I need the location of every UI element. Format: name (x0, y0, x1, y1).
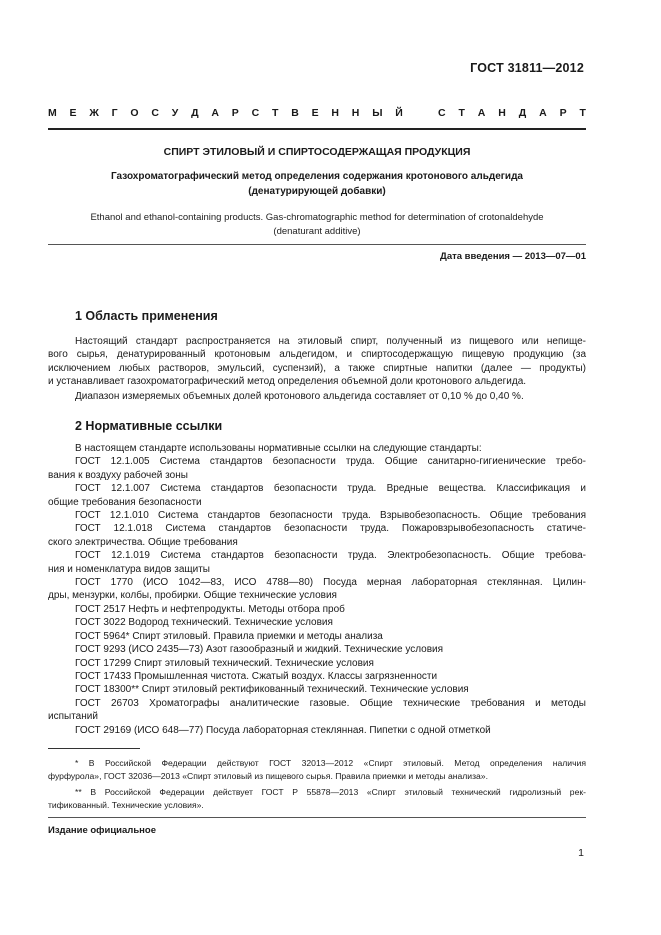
reference-line: испытаний (48, 711, 98, 723)
banner-word-standard (438, 107, 586, 119)
banner-letter: Г (111, 107, 118, 119)
banner-letter: Р (559, 107, 567, 119)
banner-letter: Т (271, 107, 279, 119)
section-heading-scope: 1 Область применения (75, 309, 218, 323)
document-title: СПИРТ ЭТИЛОВЫЙ И СПИРТОСОДЕРЖАЩАЯ ПРОДУКЦИЯ (163, 146, 471, 158)
banner-letter: Е (311, 107, 319, 119)
text-line: Настоящий стандарт распространяется на этиловый спирт, полученный из пищевого или непище- (75, 336, 586, 347)
reference-line: ГОСТ 12.1.018 Система стандартов безопасности труда. Пожаровзрывобезопасность статиче- (75, 523, 586, 535)
footnotes (48, 757, 586, 811)
reference-line: ГОСТ 12.1.005 Система стандартов безопасности труда. Общие санитарно-гигиенические требо- (75, 456, 586, 468)
introduction-date: Дата введения — 2013—07—01 (440, 251, 586, 262)
reference-line: ГОСТ 18300** Спирт этиловый ректификованный технический. Технические условия (75, 684, 469, 696)
document-subtitle (48, 170, 586, 199)
reference-line: ГОСТ 12.1.010 Система стандартов безопасности труда. Взрывобезопасность. Общие требования (75, 510, 586, 522)
text-line: вого сырья, денатурированный кротоновым альдегидом, и спиртосодержащую пищевую продукцию (за (48, 349, 586, 361)
reference-line: ГОСТ 9293 (ИСО 2435—73) Азот газообразный и жидкий. Технические условия (75, 644, 444, 656)
title-divider (48, 244, 586, 245)
footnote-line: фурфурола», ГОСТ 32036—2013 «Спирт этиловый из пищевого сырья. Правила приемки и методы анализа». (48, 770, 488, 781)
banner-letter: Т (458, 107, 465, 119)
text-line: исключением любых растворов, эмульсий, суспензий), а также спиртные напитки (далее — продукты) (48, 362, 586, 374)
banner-word-interstate (48, 107, 403, 119)
english-title-line: (denaturant additive) (273, 225, 361, 237)
banner-letter: Н (498, 107, 506, 119)
banner-letter: С (151, 107, 159, 119)
reference-line: ГОСТ 29169 (ИСО 648—77) Посуда лабораторная стеклянная. Пипетки с одной отметкой (75, 724, 491, 736)
reference-line: ГОСТ 12.1.019 Система стандартов безопасности труда. Электробезопасность. Общие требова- (75, 550, 586, 562)
normative-references-list (48, 442, 586, 737)
banner-letter: У (171, 107, 179, 119)
reference-line: ГОСТ 17433 Промышленная чистота. Сжатый воздух. Классы загрязненности (75, 670, 438, 682)
banner-letter: А (477, 107, 486, 119)
interstate-standard-banner (48, 107, 586, 119)
reference-line: ского электричества. Общие требования (48, 536, 238, 548)
reference-line: вания к воздуху рабочей зоны (48, 469, 188, 481)
banner-letter: Й (395, 107, 403, 119)
banner-letter: В (291, 107, 299, 119)
section-heading-normative-references: 2 Нормативные ссылки (75, 419, 223, 433)
english-title-line: Ethanol and ethanol-containing products. Gas-chromatographic method for determination of crotonaldehyde (90, 212, 544, 223)
reference-line: ГОСТ 2517 Нефть и нефтепродукты. Методы отбора проб (75, 603, 345, 615)
footnote-divider (48, 748, 140, 749)
banner-letter: Д (191, 107, 199, 119)
footer-divider (48, 817, 586, 818)
reference-line: дры, мензурки, колбы, пробирки. Общие технические условия (48, 590, 337, 602)
banner-letter: С (438, 107, 446, 119)
official-edition-label: Издание официальное (48, 825, 156, 836)
reference-line: общие требования безопасности (48, 496, 202, 508)
banner-letter: Ы (372, 107, 383, 119)
text-line: и устанавливает газохроматографический метод определения объемной доли кротонового альдегида. (48, 376, 527, 388)
reference-line: В настоящем стандарте использованы нормативные ссылки на следующие стандарты: (75, 443, 482, 454)
reference-line: ГОСТ 17299 Спирт этиловый технический. Технические условия (75, 657, 374, 669)
banner-letter: Е (69, 107, 77, 119)
footnote-line: тификованный. Технические условия». (48, 799, 204, 810)
banner-letter: А (211, 107, 219, 119)
footnote-line: ** В Российской Федерации действует ГОСТ Р 55878—2013 «Спирт этиловый технический гидролизный рек- (75, 787, 586, 797)
reference-line: ГОСТ 12.1.007 Система стандартов безопасности труда. Вредные вещества. Классификация и (75, 483, 586, 495)
subtitle-line: Газохроматографический метод определения содержания кротонового альдегида (111, 171, 523, 182)
reference-line: ГОСТ 26703 Хроматографы аналитические газовые. Общие технические требования и методы (75, 697, 586, 709)
banner-letter: Н (351, 107, 360, 119)
header-divider (48, 128, 586, 130)
banner-letter: Р (231, 107, 239, 119)
banner-letter: М (48, 107, 57, 119)
banner-letter: Т (579, 107, 586, 119)
footnote-line: * В Российской Федерации действуют ГОСТ 32013—2012 «Спирт этиловый. Метод определения наличия (75, 758, 586, 768)
scope-paragraph (48, 335, 586, 389)
reference-line: ГОСТ 5964* Спирт этиловый. Правила приемки и методы анализа (75, 630, 383, 642)
text-line: Диапазон измеряемых объемных долей кротонового альдегида составляет от 0,10 % до 0,40 %. (75, 391, 524, 402)
banner-letter: Ж (89, 107, 99, 119)
banner-letter: О (130, 107, 139, 119)
subtitle-line: (денатурирующей добавки) (248, 185, 386, 197)
banner-letter: Н (331, 107, 339, 119)
banner-letter: Д (518, 107, 527, 119)
reference-line: ГОСТ 3022 Водород технический. Технические условия (75, 617, 333, 629)
english-title (48, 211, 586, 238)
reference-line: ния и номенклатура видов защиты (48, 563, 210, 575)
page-number: 1 (578, 847, 584, 859)
reference-line: ГОСТ 1770 (ИСО 1042—83, ИСО 4788—80) Посуда мерная лабораторная стеклянная. Цилин- (75, 577, 586, 589)
document-code: ГОСТ 31811—2012 (470, 61, 584, 75)
banner-letter: А (539, 107, 547, 119)
banner-letter: С (251, 107, 260, 119)
range-paragraph (48, 390, 586, 403)
